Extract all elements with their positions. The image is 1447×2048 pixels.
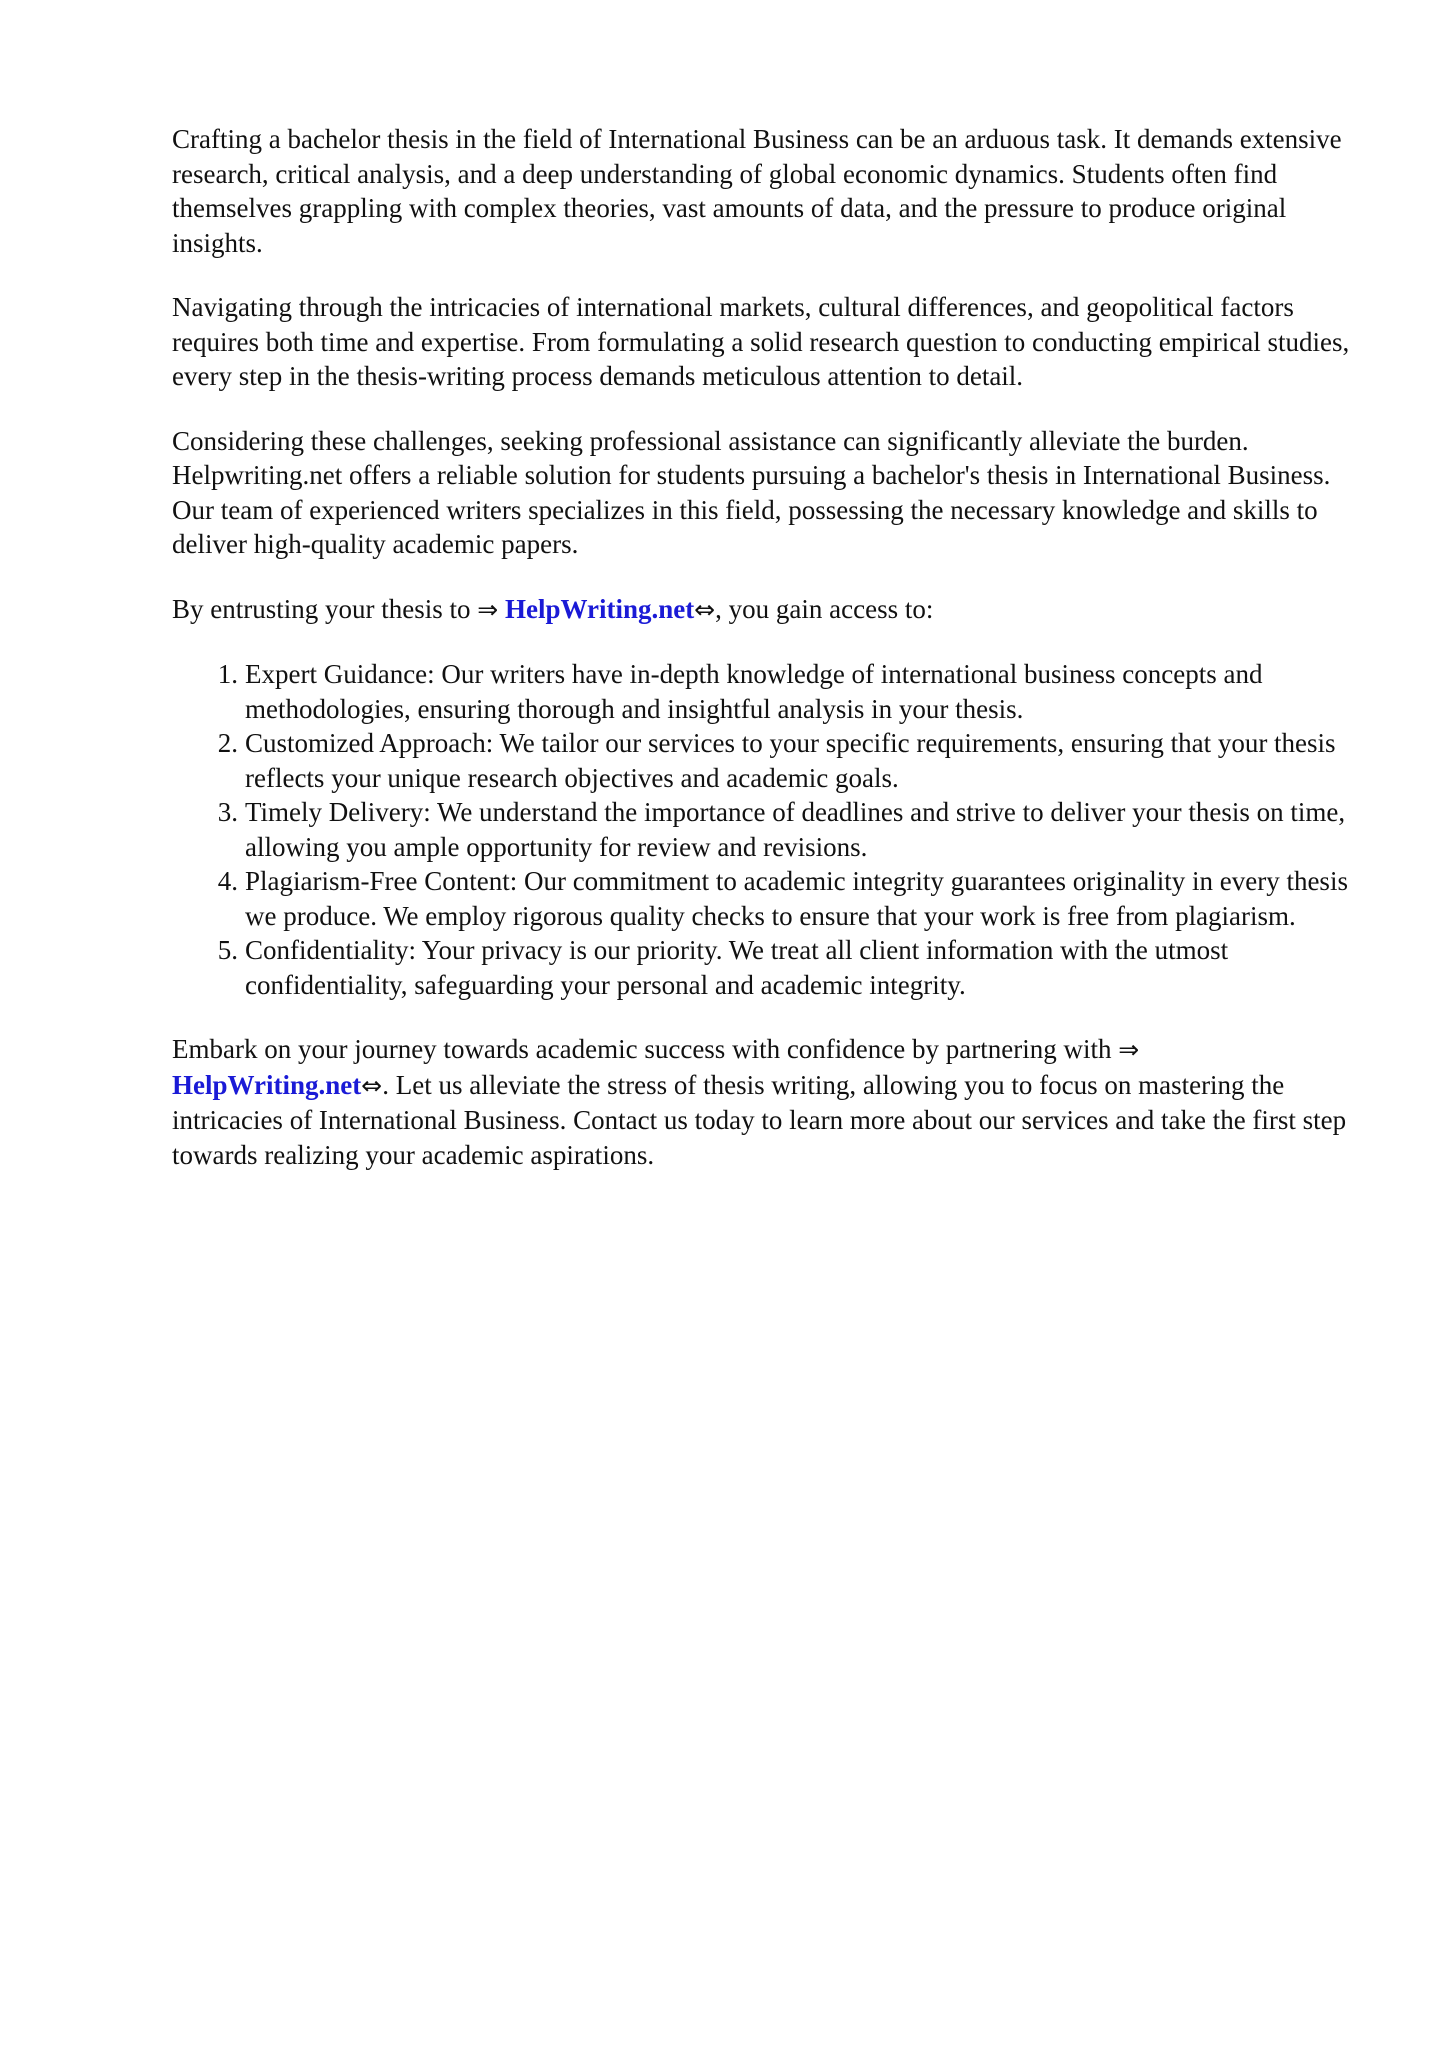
benefits-list <box>172 657 1362 1002</box>
paragraph-closing <box>172 1032 1362 1172</box>
list-item-number: 2. <box>217 728 238 758</box>
closing-text-before: Embark on your journey towards academic success with confidence by partnering with <box>172 1034 1119 1064</box>
paragraph-considering: Considering these challenges, seeking professional assistance can significantly alleviate the burden. Helpwriting.net offers a reliable solution for students pursuing a bachelor's thesis in International Business. Our team of experienced writers specializes in this field, possessing the necessary knowledge and skills to deliver high-quality academic papers. <box>172 425 1331 559</box>
paragraph-entrusting <box>172 592 1362 628</box>
list-item-text: Customized Approach: We tailor our services to your specific requirements, ensuring that your thesis reflects your unique research objectives and academic goals. <box>245 728 1336 793</box>
list-item-text: Confidentiality: Your privacy is our priority. We treat all client information with the utmost confidentiality, safeguarding your personal and academic integrity. <box>245 935 1229 1000</box>
helpwriting-link[interactable]: HelpWriting.net <box>504 593 695 624</box>
list-item <box>172 726 1362 795</box>
list-item <box>172 864 1362 933</box>
arrow-right-icon: ⇒ <box>1118 1035 1140 1064</box>
list-item-text: Timely Delivery: We understand the importance of deadlines and strive to deliver your thesis on time, allowing you ample opportunity for review and revisions. <box>245 797 1346 862</box>
list-item <box>172 795 1362 864</box>
list-item <box>172 933 1362 1002</box>
list-item-number: 5. <box>217 935 238 965</box>
arrow-both-icon: ⇔ <box>361 1070 383 1100</box>
closing-text-after: . Let us alleviate the stress of thesis writing, allowing you to focus on mastering the intricacies of International Business. Contact us today to learn more about our services and take the first step towards realizing your academic aspirations. <box>172 1069 1347 1170</box>
arrow-right-icon: ⇒ <box>477 594 499 624</box>
document-body <box>172 122 1362 1202</box>
arrow-both-icon: ⇔ <box>694 594 716 624</box>
list-item-number: 4. <box>217 866 238 896</box>
list-item <box>172 657 1362 726</box>
list-item-text: Plagiarism-Free Content: Our commitment to academic integrity guarantees originality in every thesis we produce. We employ rigorous quality checks to ensure that your work is free from plagiarism. <box>245 866 1348 931</box>
list-item-number: 3. <box>217 797 238 827</box>
paragraph-navigating: Navigating through the intricacies of international markets, cultural differences, and geopolitical factors requires both time and expertise. From formulating a solid research question to conducting empirical studies, every step in the thesis-writing process demands meticulous attention to detail. <box>172 292 1350 391</box>
helpwriting-link[interactable]: HelpWriting.net <box>172 1069 362 1100</box>
paragraph-intro: Crafting a bachelor thesis in the field of International Business can be an arduous task. It demands extensive research, critical analysis, and a deep understanding of global economic dynamics. Students often find themselves grappling with complex theories, vast amounts of data, and the pressure to produce original insights. <box>172 124 1342 258</box>
entrusting-text-after: , you gain access to: <box>715 593 934 624</box>
entrusting-text-before: By entrusting your thesis to <box>172 593 478 624</box>
list-item-text: Expert Guidance: Our writers have in-depth knowledge of international business concepts and methodologies, ensuring thorough and insightful analysis in your thesis. <box>245 659 1263 724</box>
list-item-number: 1. <box>217 659 238 689</box>
